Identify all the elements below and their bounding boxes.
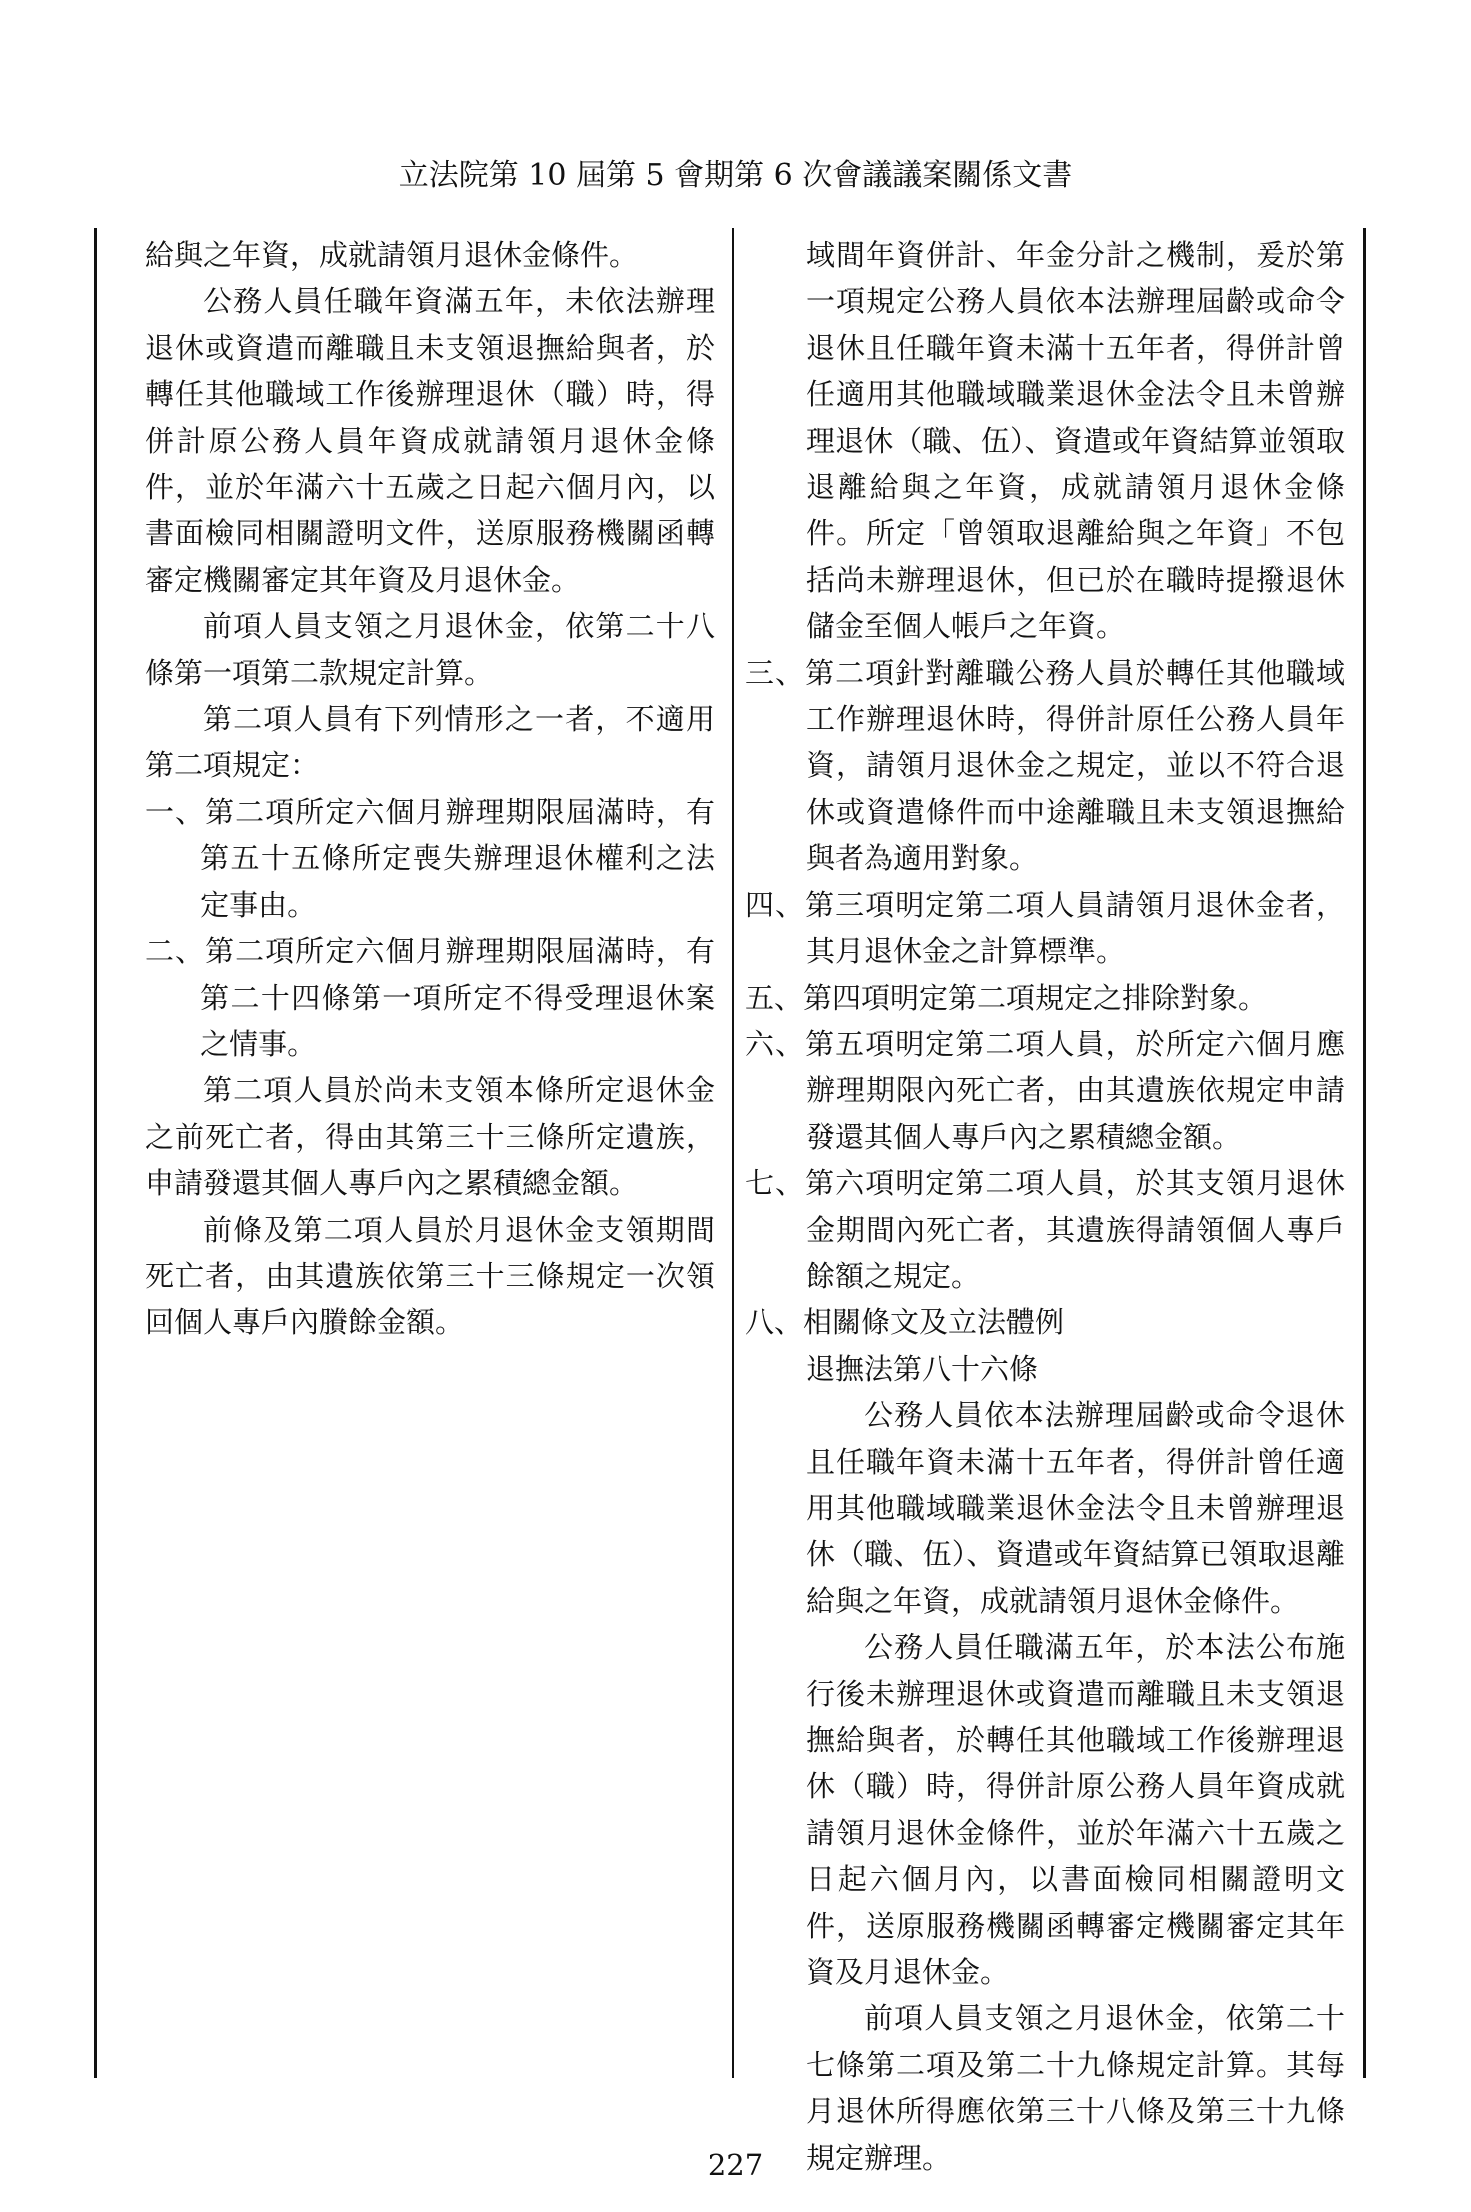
page-number: 227 bbox=[707, 2148, 764, 2182]
paragraph: 前項人員支領之月退休金，依第二十八條第一項第二款規定計算。 bbox=[145, 609, 715, 690]
right-margin-rule bbox=[1363, 228, 1366, 2078]
list-item: 四、第三項明定第二項人員請領月退休金者，其月退休金之計算標準。 bbox=[745, 887, 1345, 969]
paragraph: 公務人員任職年資滿五年，未依法辦理退休或資遣而離職且未支領退撫給與者，於轉任其他職域工作後辦理退休（職）時，得併計原公務人員年資成就請領月退休金條件，並於年滿六十五歲之日起六個月內，以書面檢同相關證明文件，送原服務機關函轉審定機關審定其年資及月退休金。 bbox=[145, 284, 715, 597]
list-item: 六、第五項明定第二項人員，於所定六個月應辦理期限內死亡者，由其遺族依規定申請發還其個人專戶內之累積總金額。 bbox=[745, 1026, 1345, 1154]
paragraph: 第二項人員於尚未支領本條所定退休金之前死亡者，得由其第三十三條所定遺族，申請發還其個人專戶內之累積總金額。 bbox=[145, 1073, 715, 1201]
law-paragraph: 公務人員任職滿五年，於本法公布施行後未辦理退休或資遣而離職且未支領退撫給與者，於轉任其他職域工作後辦理退休（職）時，得併計原公務人員年資成就請領月退休金條件，並於年滿六十五歲之日起六個月內，以書面檢同相關證明文件，送原服務機關函轉審定機關審定其年資及月退休金。 bbox=[806, 1630, 1345, 1990]
list-item: 八、相關條文及立法體例 bbox=[745, 1305, 1065, 1340]
law-paragraph: 前項人員支領之月退休金，依第二十七條第二項及第二十九條規定計算。其每月退休所得應依第三十八條及第三十九條規定辦理。 bbox=[806, 2001, 1345, 2175]
list-item: 三、第二項針對離職公務人員於轉任其他職域工作辦理退休時，得併計原任公務人員年資，請領月退休金之規定，並以不符合退休或資遣條件而中途離職且未支領退撫給與者為適用對象。 bbox=[745, 655, 1345, 876]
law-paragraph: 公務人員依本法辦理屆齡或命令退休且任職年資未滿十五年者，得併計曾任適用其他職域職業退休金法令且未曾辦理退休（職、伍）、資遣或年資結算已領取退離給與之年資，成就請領月退休金條件。 bbox=[806, 1398, 1345, 1618]
law-title: 退撫法第八十六條 bbox=[806, 1351, 1039, 1386]
page-header: 立法院第 10 屆第 5 會期第 6 次會議議案關係文書 bbox=[398, 158, 1073, 193]
paragraph-continuation: 域間年資併計、年金分計之機制，爰於第一項規定公務人員依本法辦理屆齡或命令退休且任職年資未滿十五年者，得併計曾任適用其他職域職業退休金法令且未曾辦理退休（職、伍）、資遣或年資結算並領取退離給與之年資，成就請領月退休金條件。所定「曾領取退離給與之年資」不包括尚未辦理退休，但已於在職時提撥退休儲金至個人帳戶之年資。 bbox=[806, 238, 1345, 644]
related-law-block bbox=[745, 1346, 1345, 2181]
list-item: 七、第六項明定第二項人員，於其支領月退休金期間內死亡者，其遺族得請領個人專戶餘額之規定。 bbox=[745, 1166, 1345, 1293]
list-item: 一、第二項所定六個月辦理期限屆滿時，有第五十五條所定喪失辦理退休權利之法定事由。 bbox=[145, 794, 715, 922]
right-column bbox=[745, 232, 1345, 2181]
left-column bbox=[145, 232, 715, 1346]
list-item: 五、第四項明定第二項規定之排除對象。 bbox=[745, 980, 1268, 1015]
left-margin-rule bbox=[94, 228, 97, 2078]
column-divider bbox=[732, 228, 734, 2078]
paragraph: 第二項人員有下列情形之一者，不適用第二項規定： bbox=[145, 702, 715, 783]
list-item: 二、第二項所定六個月辦理期限屆滿時，有第二十四條第一項所定不得受理退休案之情事。 bbox=[145, 934, 715, 1061]
paragraph-continuation: 給與之年資，成就請領月退休金條件。 bbox=[145, 238, 639, 272]
explanation-continuation bbox=[745, 232, 1345, 650]
paragraph: 前條及第二項人員於月退休金支領期間死亡者，由其遺族依第三十三條規定一次領回個人專戶內賸餘金額。 bbox=[145, 1212, 715, 1340]
